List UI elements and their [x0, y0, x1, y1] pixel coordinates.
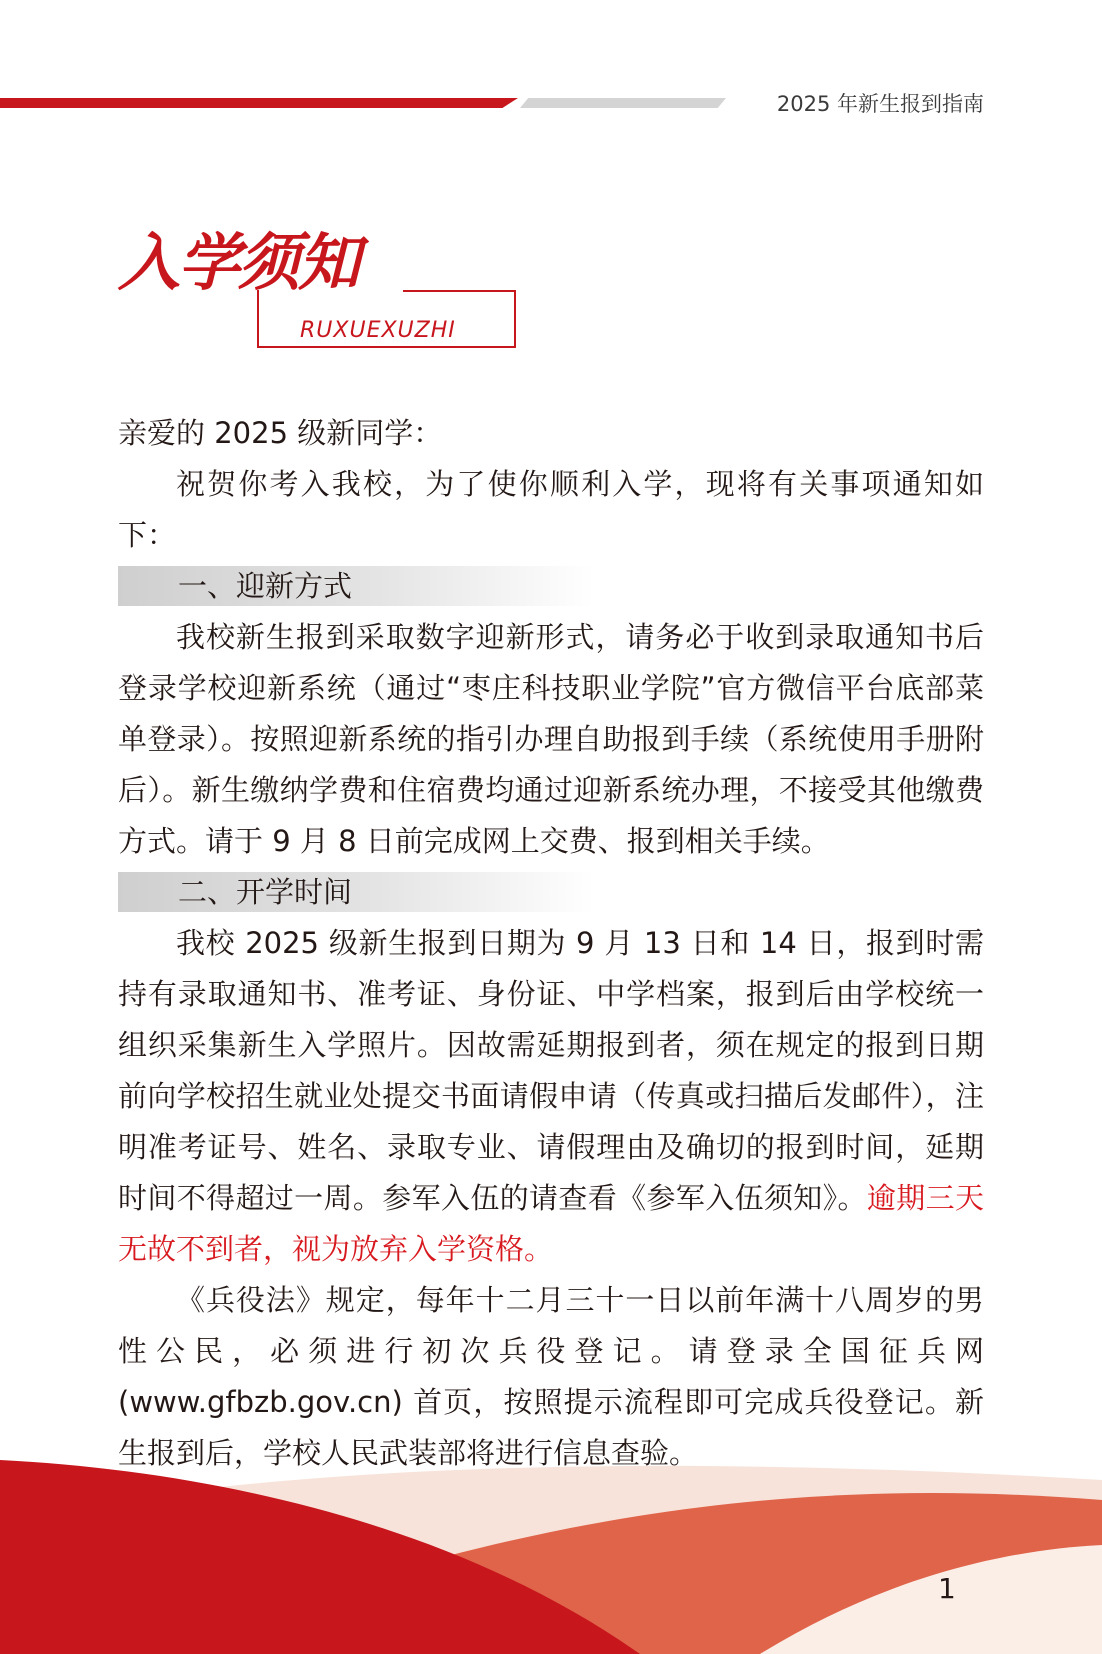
section-subtitle: RUXUEXUZHI — [300, 318, 456, 343]
footer-wave-decoration — [0, 1460, 1102, 1654]
notice-content — [118, 408, 984, 1479]
section-title: 入学须知 — [118, 226, 359, 299]
greeting: 亲爱的 2025 级新同学： — [118, 416, 443, 450]
section-heading-welcome: 一、迎新方式 — [118, 566, 984, 606]
section-heading-schedule: 二、开学时间 — [118, 872, 984, 912]
header-red-stripe — [0, 98, 518, 108]
page-number: 1 — [938, 1572, 956, 1605]
intro-paragraph: 祝贺你考入我校，为了使你顺利入学，现将有关事项通知如下： — [118, 467, 984, 552]
military-paragraph: 《兵役法》规定，每年十二月三十一日以前年满十八周岁的男性公民，必须进行初次兵役登记。请登录全国征兵网 (www.gfbzb.gov.cn) 首页，按照提示流程即可完成兵役登记。新生报到后，学校人民武装部将进行信息查验。 — [118, 1283, 984, 1470]
schedule-paragraph — [118, 918, 984, 1275]
schedule-text: 我校 2025 级新生报到日期为 9 月 13 日和 14 日，报到时需持有录取通知书、准考证、身份证、中学档案，报到后由学校统一组织采集新生入学照片。因故需延期报到者，须在规定的报到日期前向学校招生就业处提交书面请假申请（传真或扫描后发邮件），注明准考证号、姓名、录取专业、请假理由及确切的报到时间，延期时间不得超过一周。参军入伍的请查看《参军入伍须知》。 — [118, 926, 984, 1215]
warning-text: 逾期三天无故不到者，视为放弃入学资格。 — [118, 1181, 984, 1266]
welcome-paragraph: 我校新生报到采取数字迎新形式，请务必于收到录取通知书后登录学校迎新系统（通过“枣庄科技职业学院”官方微信平台底部菜单登录）。按照迎新系统的指引办理自助报到手续（系统使用手册附后）。新生缴纳学费和住宿费均通过迎新系统办理，不接受其他缴费方式。请于 9 月 8 日前完成网上交费、报到相关手续。 — [118, 620, 984, 858]
header-grey-stripe — [520, 98, 726, 108]
header-title: 2025 年新生报到指南 — [776, 92, 984, 116]
